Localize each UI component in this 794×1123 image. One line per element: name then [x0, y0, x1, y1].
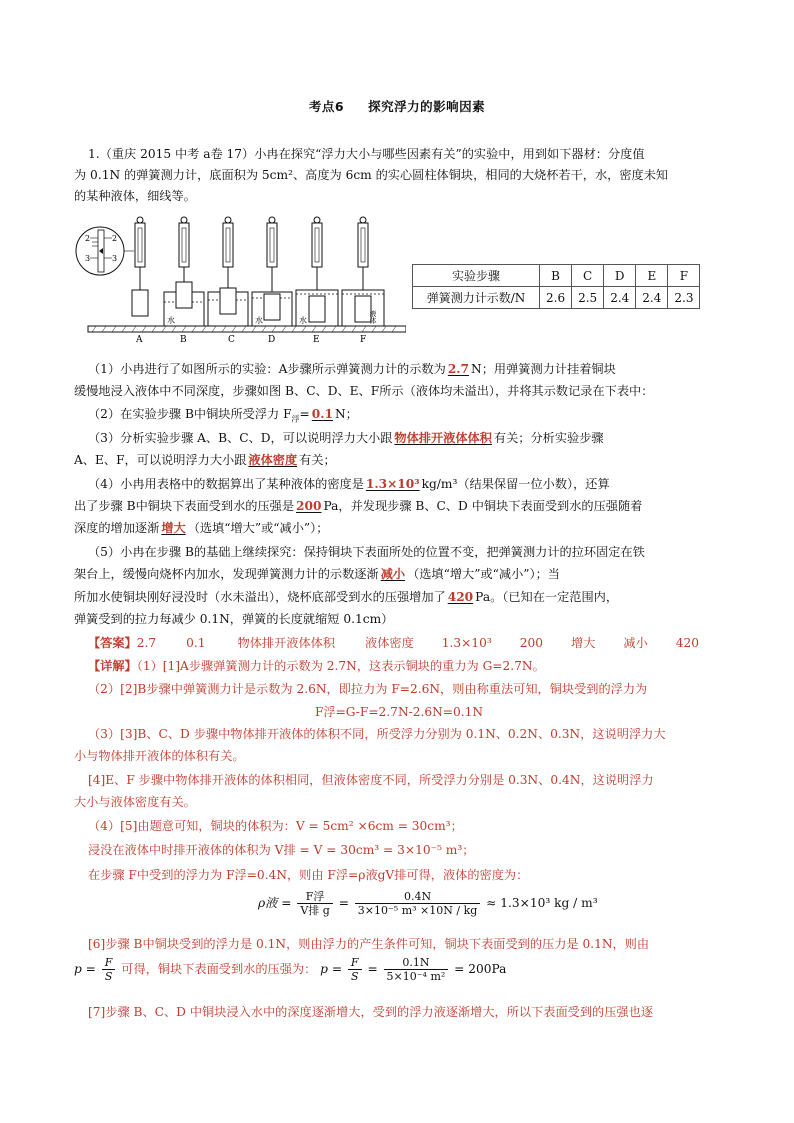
answer-summary: 【答案】2.7 0.1 物体排开液体体积 液体密度 1.3×10³ 200 增大 减小 420 [88, 636, 700, 650]
fraction: $\frac{0.1N}{\text{5×10⁻⁴ m²}}$ [384, 956, 449, 983]
subquestion-1-line-1: （1）小冉进行了如图所示的实验：A步骤所示弹簧测力计的示数为 2.7 N；用弹簧测力计挂着铜块 [88, 362, 616, 376]
subquestion-5-line-4: 弹簧受到的拉力每减少 0.1N，弹簧的长度就缩短 0.1cm） [74, 612, 394, 626]
fraction: $\frac{\text{F浮}}{\text{V排 g}}$ [297, 890, 332, 917]
table-header-cell: E [636, 265, 668, 287]
title-topic-number: 考点6 [308, 99, 345, 114]
fraction: $\frac{F}{S}$ [348, 956, 362, 983]
answer-blank-3: 物体排开液体体积 [394, 431, 492, 445]
setup-b [164, 217, 204, 344]
explanation-line-10: [6]步骤 B中铜块受到的浮力是 0.1N，则由浮力的产生条件可知，铜块下表面受到的压力是 0.1N，则由 [88, 937, 650, 951]
scale-zoom-inset [76, 227, 134, 275]
explanation-line-3: （3）[3]B、C、D 步骤中物体排开液体的体积不同，所受浮力分别为 0.1N、0.2N、0.3N，这说明浮力大 [88, 727, 666, 741]
setup-d [252, 217, 292, 344]
table-cell: 2.3 [668, 287, 700, 309]
setup-e [296, 217, 338, 344]
water-label-d: 水 [255, 316, 263, 325]
setup-a [132, 217, 148, 344]
table-header-cell: C [572, 265, 604, 287]
answer-blank-5: 1.3×10³ [365, 477, 420, 491]
subquestion-5-line-1: （5）小冉在步骤 B的基础上继续探究：保持铜块下表面所处的位置不变，把弹簧测力计的拉环固定在铁 [88, 545, 645, 559]
explanation-tag: 【详解】 [88, 659, 137, 673]
answer-blank-7: 增大 [161, 521, 186, 535]
scale-mark-right-2: 2 [112, 234, 118, 243]
scale-mark-left-2: 2 [85, 234, 91, 243]
answer-blank-2: 0.1 [311, 407, 333, 421]
figure-label-b: B [180, 335, 187, 344]
density-formula: ρ液 = $\frac{\text{F浮}}{\text{V排 g}}$ = $\frac{0.4N}{\text{3×10⁻⁵ m³ ×10N / kg}}$ ≈ 1.3×10³ kg / m³ [258, 890, 598, 917]
subquestion-5-line-3: 所加水使铜块刚好浸没时（水未溢出），烧杯底部受到水的压强增加了 420 Pa。（已知在一定范围内， [74, 590, 619, 604]
question-intro-line-3: 的某种液体，细线等。 [74, 189, 196, 203]
subquestion-1-line-2: 缓慢地浸入液体中不同深度，步骤如图 B、C、D、E、F所示（液体均未溢出），并将其示数记录在下表中： [74, 384, 654, 398]
setup-c [208, 217, 248, 344]
fraction: $\frac{F}{S}$ [102, 956, 116, 983]
pressure-formula: p = $\frac{F}{S}$ 可得，铜块下表面受到水的压强为： p = $\frac{F}{S}$ = $\frac{0.1N}{\text{5×10⁻⁴ m²}}$ = 200Pa [74, 956, 507, 983]
table-row-label: 弹簧测力计示数/N [413, 287, 540, 309]
question-intro-line-2: 为 0.1N 的弹簧测力计，底面积为 5cm²、高度为 6cm 的实心圆柱体铜块，相同的大烧杯若干，水，密度未知 [74, 168, 669, 182]
liquid-label-f: 液体 [369, 310, 377, 324]
figure-label-a: A [136, 335, 143, 344]
answer-blank-4: 液体密度 [248, 453, 298, 467]
subquestion-2: （2）在实验步骤 B中铜块所受浮力 $F_浮= 0.1$ N； [88, 407, 358, 424]
table-cell: 2.5 [572, 287, 604, 309]
figure-label-c: C [228, 335, 235, 344]
table-row [413, 287, 700, 309]
table-header-cell: B [540, 265, 572, 287]
explanation-line-9: 在步骤 F中受到的浮力为 F浮=0.4N，则由 F浮=ρ液gV排可得，液体的密度为： [88, 868, 529, 882]
subquestion-4-line-1: （4）小冉用表格中的数据算出了某种液体的密度是 1.3×10³ kg/m³（结果保留一位小数），还算 [88, 477, 610, 491]
subquestion-3-line-2: A、E、F，可以说明浮力大小跟 液体密度 有关； [74, 453, 336, 467]
answer-blank-8: 减小 [380, 567, 406, 581]
explanation-line-7: （4）[5]由题意可知，铜块的体积为：V = 5cm² ×6cm = 30cm³； [88, 819, 463, 833]
table-header-cell: F [668, 265, 700, 287]
water-label-e: 水 [299, 316, 307, 325]
figure-label-d: D [268, 335, 276, 344]
explanation-line-2: （2）[2]B步骤中弹簧测力计是示数为 2.6N，即拉力为 F=2.6N，则由称重法可知，铜块受到的浮力为 [88, 682, 648, 696]
scale-mark-right-3: 3 [112, 254, 118, 263]
explanation-line-5: [4]E、F 步骤中物体排开液体的体积相同，但液体密度不同，所受浮力分别是 0.3N、0.4N，这说明浮力 [88, 773, 654, 787]
answer-blank-1: 2.7 [447, 362, 470, 376]
page-title [0, 97, 794, 115]
explanation-line-1: 【详解】（1）[1]A步骤弹簧测力计的示数为 2.7N，这表示铜块的重力为 G=2.7N。 [88, 659, 545, 673]
table-cell: 2.6 [540, 287, 572, 309]
subquestion-4-line-3: 深度的增加逐渐 增大 （选填“增大”或“减小”）； [74, 521, 329, 535]
subquestion-3-line-1: （3）分析实验步骤 A、B、C、D，可以说明浮力大小跟 物体排开液体体积 有关；分析实验步骤 [88, 431, 604, 445]
table-header-cell: D [604, 265, 636, 287]
table-header-cell: 实验步骤 [413, 265, 540, 287]
explanation-line-8: 浸没在液体中时排开液体的体积为 V排 = V = 30cm³ = 3×10⁻⁵ m³； [88, 843, 475, 857]
figure-label-f: F [360, 335, 367, 344]
readings-table [412, 264, 700, 309]
subquestion-5-line-2: 架台上，缓慢向烧杯内加水，发现弹簧测力计的示数逐渐 减小 （选填“增大”或“减小”）；当 [74, 567, 560, 581]
explanation-equation-1: F浮=G-F=2.7N-2.6N=0.1N [314, 705, 484, 719]
table-cell: 2.4 [636, 287, 668, 309]
fraction: $\frac{0.4N}{\text{3×10⁻⁵ m³ ×10N / kg}}$ [355, 890, 481, 917]
question-intro-line-1: 1.（重庆 2015 中考 a卷 17）小冉在探究“浮力大小与哪些因素有关”的实验中，用到如下器材：分度值 [88, 147, 645, 161]
answer-blank-6: 200 [296, 499, 322, 513]
title-topic-name: 探究浮力的影响因素 [368, 99, 486, 114]
scale-mark-left-3: 3 [85, 254, 91, 263]
subquestion-4-line-2: 出了步骤 B中铜块下表面受到水的压强是 200 Pa，并发现步骤 B、C、D 中铜块下表面受到水的压强随着 [74, 499, 643, 513]
table-header-row [413, 265, 700, 287]
water-label-b: 水 [167, 316, 175, 325]
explanation-line-6: 大小与液体密度有关。 [74, 795, 196, 809]
explanation-line-4: 小与物体排开液体的体积有关。 [74, 749, 245, 763]
experiment-figure [74, 214, 406, 344]
answer-tag: 【答案】 [88, 636, 137, 650]
figure-label-e: E [313, 335, 320, 344]
setup-f [342, 217, 384, 344]
table-cell: 2.4 [604, 287, 636, 309]
answer-blank-9: 420 [447, 590, 474, 604]
explanation-line-11: [7]步骤 B、C、D 中铜块浸入水中的深度逐渐增大，受到的浮力液逐渐增大，所以下表面受到的压强也逐 [88, 1005, 653, 1019]
